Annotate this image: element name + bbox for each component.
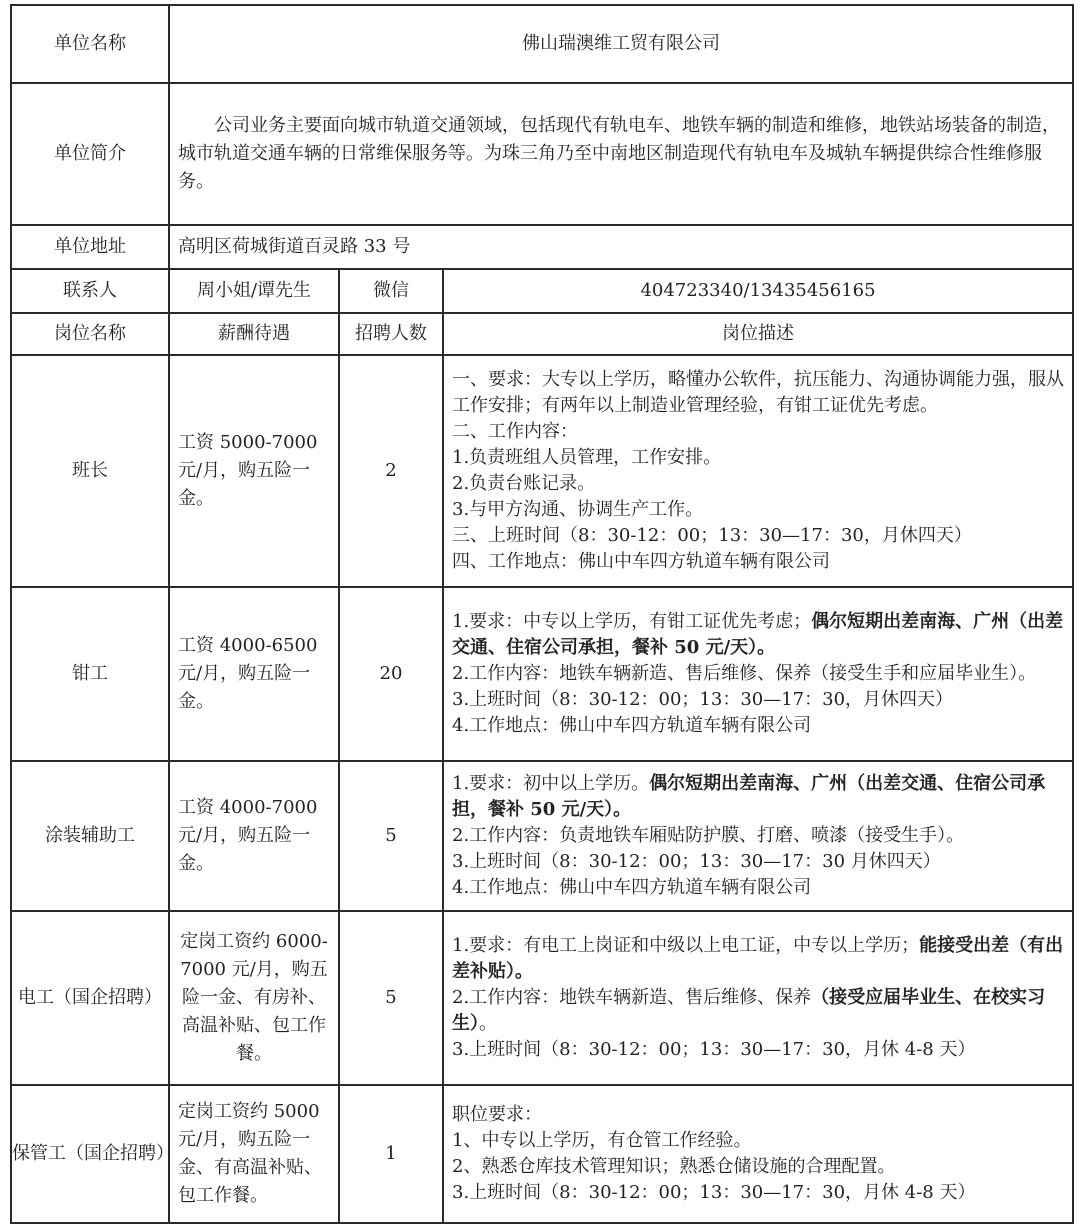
job-title: 涂装辅助工 xyxy=(11,761,169,911)
job-salary: 定岗工资约 5000 元/月，购五险一金、有高温补贴、包工作餐。 xyxy=(169,1085,339,1223)
company-intro-row xyxy=(11,83,1073,225)
job-row xyxy=(11,355,1073,587)
desc-line-end: 。 xyxy=(479,1013,497,1034)
contact-name: 周小姐/谭先生 xyxy=(169,269,339,313)
company-name: 佛山瑞澳维工贸有限公司 xyxy=(169,5,1073,83)
desc-line: 3.上班时间（8：30-12：00；13：30—17：30，月休四天） xyxy=(452,689,954,710)
desc-line: 二、工作内容： xyxy=(452,421,578,442)
desc-line xyxy=(452,771,1064,823)
company-name-label: 单位名称 xyxy=(11,5,169,83)
wechat-value: 404723340/13435456165 xyxy=(443,269,1073,313)
job-salary: 定岗工资约 6000-7000 元/月，购五险一金、有房补、高温补贴、包工作餐。 xyxy=(169,911,339,1085)
job-title: 电工（国企招聘） xyxy=(11,911,169,1085)
desc-line: 4.工作地点：佛山中车四方轨道车辆有限公司 xyxy=(452,877,812,898)
job-title: 钳工 xyxy=(11,587,169,761)
job-count: 5 xyxy=(339,911,443,1085)
contact-label: 联系人 xyxy=(11,269,169,313)
header-row xyxy=(11,313,1073,355)
job-count: 1 xyxy=(339,1085,443,1223)
job-description xyxy=(443,1085,1073,1223)
desc-travel-note: 偶尔短期出差南海、广州（出差交通、住宿公司承担，餐补 50 元/天）。 xyxy=(452,611,1064,658)
job-description xyxy=(443,911,1073,1085)
job-salary: 工资 4000-7000 元/月，购五险一金。 xyxy=(169,761,339,911)
desc-requirement: 1.要求：有电工上岗证和中级以上电工证，中专以上学历； xyxy=(452,935,920,956)
desc-line: 2.工作内容：负责地铁车厢贴防护膜、打磨、喷漆（接受生手）。 xyxy=(452,825,965,846)
desc-line xyxy=(452,933,1064,985)
desc-line: 2.负责台账记录。 xyxy=(452,473,596,494)
desc-line: 一、要求：大专以上学历，略懂办公软件，抗压能力、沟通协调能力强，服从工作安排；有两年以上制造业管理经验，有钳工证优先考虑。 xyxy=(452,369,1064,416)
company-address-row xyxy=(11,225,1073,269)
contact-row xyxy=(11,269,1073,313)
desc-line: 2、熟悉仓库技术管理知识；熟悉仓储设施的合理配置。 xyxy=(452,1156,896,1177)
company-intro-label: 单位简介 xyxy=(11,83,169,225)
job-description xyxy=(443,355,1073,587)
desc-travel-note: 偶尔短期出差南海、广州（出差交通、住宿公司承担，餐补 50 元/天）。 xyxy=(452,773,1046,820)
job-salary: 工资 5000-7000 元/月，购五险一金。 xyxy=(169,355,339,587)
company-name-row xyxy=(11,5,1073,83)
job-description xyxy=(443,587,1073,761)
desc-requirement: 1.要求：初中以上学历。 xyxy=(452,773,650,794)
company-intro: 公司业务主要面向城市轨道交通领域，包括现代有轨电车、地铁车辆的制造和维修，地铁站场装备的制造，城市轨道交通车辆的日常维保服务等。为珠三角乃至中南地区制造现代有轨电车及城轨车辆提供综合性维修服务。 xyxy=(169,83,1073,225)
job-description xyxy=(443,761,1073,911)
job-row xyxy=(11,1085,1073,1223)
desc-line: 3.上班时间（8：30-12：00；13：30—17：30 月休四天） xyxy=(452,851,941,872)
job-count: 20 xyxy=(339,587,443,761)
job-row xyxy=(11,911,1073,1085)
desc-accept-note: （接受应届毕业生、在校实习生） xyxy=(452,987,1046,1034)
recruitment-table xyxy=(10,4,1074,1224)
job-count: 2 xyxy=(339,355,443,587)
desc-line: 3.上班时间（8：30-12：00；13：30—17：30，月休 4-8 天） xyxy=(452,1182,976,1203)
desc-line: 四、工作地点：佛山中车四方轨道车辆有限公司 xyxy=(452,551,830,572)
desc-work-content: 2.工作内容：地铁车辆新造、售后维修、保养 xyxy=(452,987,812,1008)
header-salary: 薪酬待遇 xyxy=(169,313,339,355)
job-row xyxy=(11,761,1073,911)
job-row xyxy=(11,587,1073,761)
desc-line: 1、中专以上学历，有仓管工作经验。 xyxy=(452,1130,752,1151)
desc-line: 1.负责班组人员管理，工作安排。 xyxy=(452,447,722,468)
desc-line: 2.工作内容：地铁车辆新造、售后维修、保养（接受生手和应届毕业生）。 xyxy=(452,663,1037,684)
desc-travel-note: 能接受出差（有出差补贴）。 xyxy=(452,935,1064,982)
desc-line: 4.工作地点：佛山中车四方轨道车辆有限公司 xyxy=(452,715,812,736)
job-salary: 工资 4000-6500 元/月，购五险一金。 xyxy=(169,587,339,761)
desc-line: 3.上班时间（8：30-12：00；13：30—17：30，月休 4-8 天） xyxy=(452,1039,976,1060)
wechat-label: 微信 xyxy=(339,269,443,313)
job-title: 班长 xyxy=(11,355,169,587)
job-title: 保管工（国企招聘） xyxy=(11,1085,169,1223)
header-position: 岗位名称 xyxy=(11,313,169,355)
header-description: 岗位描述 xyxy=(443,313,1073,355)
desc-line xyxy=(452,609,1064,661)
desc-line: 3.与甲方沟通、协调生产工作。 xyxy=(452,499,704,520)
job-count: 5 xyxy=(339,761,443,911)
desc-line: 三、上班时间（8：30-12：00；13：30—17：30，月休四天） xyxy=(452,525,972,546)
company-address-label: 单位地址 xyxy=(11,225,169,269)
desc-line: 职位要求： xyxy=(452,1104,542,1125)
header-count: 招聘人数 xyxy=(339,313,443,355)
company-address: 高明区荷城街道百灵路 33 号 xyxy=(169,225,1073,269)
desc-requirement: 1.要求：中专以上学历，有钳工证优先考虑； xyxy=(452,611,812,632)
desc-line xyxy=(452,985,1064,1037)
